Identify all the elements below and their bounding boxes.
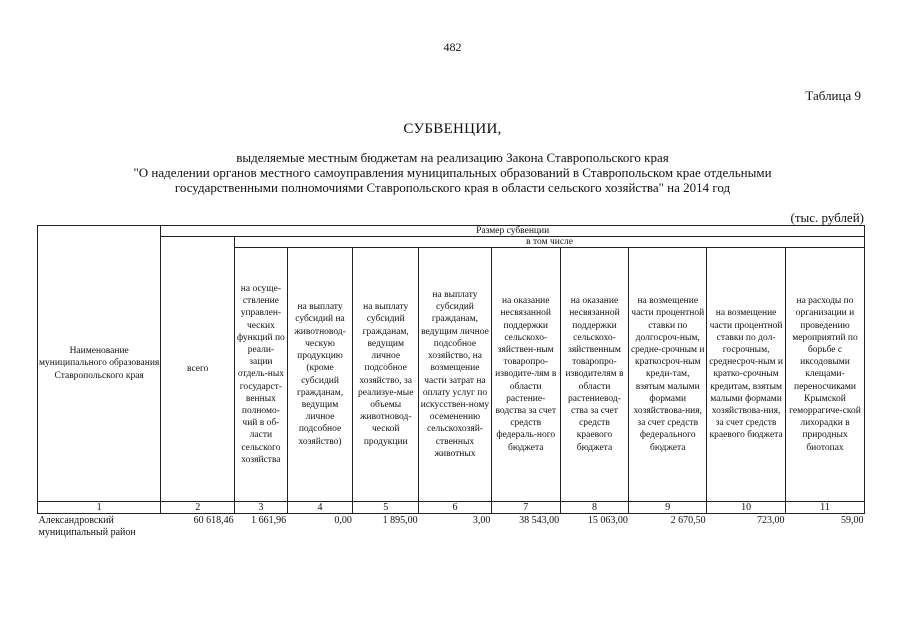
header-col-6: на выплату субсидий гражданам, ведущим личное подсобное хозяйство, на возмещение части затрат на оплату услуг по искусствен-ному осеменению сельскохозяй-ственных животных [419,248,492,502]
column-number: 9 [629,502,707,514]
header-subsidy-size: Размер субвенции [161,226,865,237]
cell-value: 38 543,00 [519,515,560,526]
column-number: 2 [161,502,235,514]
row-municipality-name: Александровский муниципальный район [38,515,136,538]
column-number: 11 [786,502,865,514]
cell-value: 3,00 [472,515,491,526]
header-col-10: на возмещение части процентной ставки по дол-госрочным, среднесроч-ным и кратко-срочным кредитам, взятым малыми формами хозяйствова-ния, за счет средств краевого бюджета [707,248,786,502]
header-municipality: Наименование муниципального образования Ставропольского края [38,226,161,502]
document-title: СУБВЕНЦИИ, [403,121,502,137]
header-col-3: на осуще-ствление управлен-ческих функций по реали-зации отдель-ных государст-венных полномо-чий в об-ласти сельского хозяйства [235,248,288,502]
table-label: Таблица 9 [805,88,861,103]
table-row [38,514,865,540]
subtitle-line-3: государственными полномочиями Ставропольского края в области сельского хозяйства" на 2014 год [174,180,731,195]
cell-value: 59,00 [841,515,864,526]
header-col-11: на расходы по организации и проведению мероприятий по борьбе с иксодовыми клещами-переносчиками Крымской геморрагиче-ской лихорадки в природных биотопах [786,248,865,502]
column-number: 3 [235,502,288,514]
header-col-8: на оказание несвязанной поддержки сельскохо-зяйственным товаропро-изводителям в области растениевод-ства за счет средств краевого бюджета [560,248,629,502]
column-number: 5 [353,502,419,514]
cell-value: 1 661,96 [251,515,287,526]
header-col-4: на выплату субсидий на животновод-ческую продукцию (кроме субсидий гражданам, ведущим личное подсобное хозяйство) [287,248,353,502]
header-including: в том числе [235,237,865,248]
subsidy-table [37,225,865,539]
cell-value: 723,00 [757,515,785,526]
units-label: (тыс. рублей) [790,210,864,225]
column-number: 8 [560,502,629,514]
cell-value: 15 063,00 [587,515,628,526]
column-number: 1 [38,502,161,514]
header-total: всего [161,237,235,502]
cell-total: 60 618,46 [193,515,234,526]
cell-value: 0,00 [334,515,352,526]
header-col-7: на оказание несвязанной поддержки сельскохо-зяйствен-ным товаропро-изводите-лям в области растение-водства за счет средств федераль-ного бюджета [491,248,560,502]
column-number: 4 [287,502,353,514]
subtitle-line-2: "О наделении органов местного самоуправления муниципальных образований в Ставропольском крае отдельными [133,165,772,180]
header-col-9: на возмещение части процентной ставки по долгосроч-ным, средне-срочным и краткосроч-ным креди-там, взятым малыми формами хозяйствова-ния, за счет средств федерального бюджета [629,248,707,502]
column-number: 10 [707,502,786,514]
page-number: 482 [443,40,462,54]
column-number-row [38,502,865,514]
cell-value: 1 895,00 [382,515,418,526]
subtitle-line-1: выделяемые местным бюджетам на реализацию Закона Ставропольского края [236,150,669,165]
column-number: 7 [491,502,560,514]
column-number: 6 [419,502,492,514]
cell-value: 2 670,50 [670,515,706,526]
header-col-5: на выплату субсидий гражданам, ведущим личное подсобное хозяйство, за реализуе-мые объемы животновод-ческой продукции [353,248,419,502]
